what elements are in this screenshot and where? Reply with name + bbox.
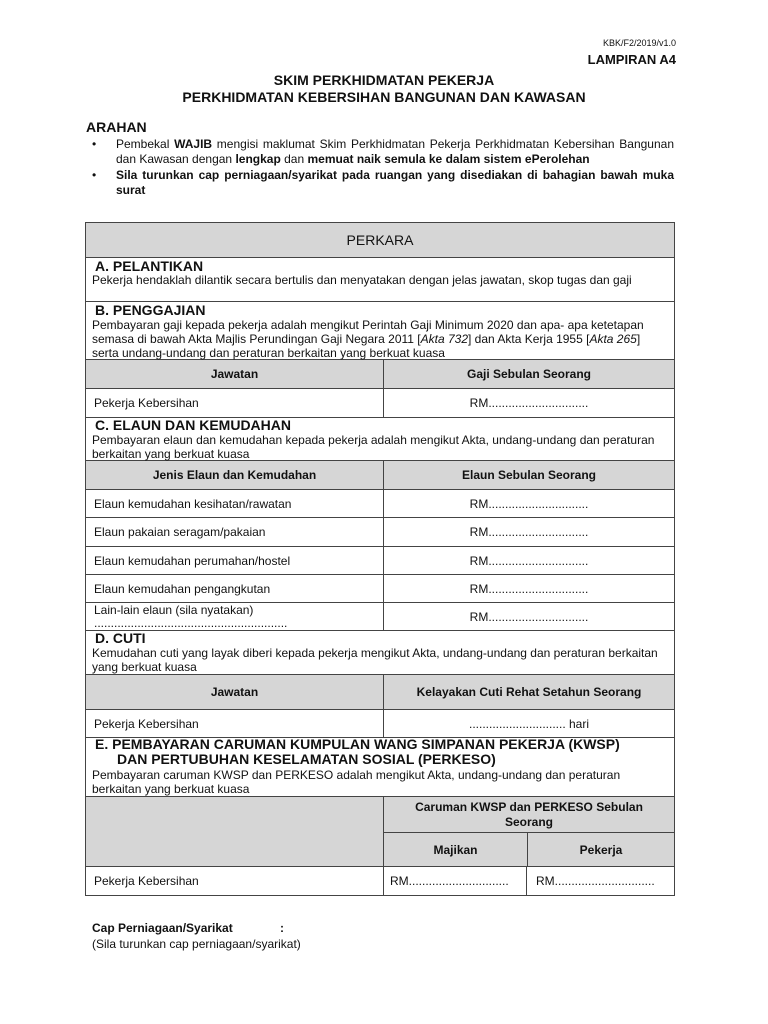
jenis-elaun-header: Jenis Elaun dan Kemudahan <box>86 461 384 489</box>
elaun-sebulan-header: Elaun Sebulan Seorang <box>461 468 597 482</box>
arahan-heading: ARAHAN <box>86 119 147 135</box>
jawatan-cell: Pekerja Kebersihan <box>86 389 384 417</box>
instruction-item <box>92 168 674 198</box>
section-d-heading: D. CUTI <box>95 630 146 646</box>
akta-732: Akta 732 <box>420 332 469 346</box>
section-b-text-part: Pembayaran gaji kepada pekerja adalah mengikut Perintah Gaji Minimum 2020 dan apa- apa ketetapan semasa di bawah Akta Majlis Perundingan Gaji Negara 2011 [ <box>92 318 644 346</box>
instruction-item <box>92 137 674 167</box>
table-row <box>86 710 674 738</box>
cuti-header-row <box>86 675 674 710</box>
elaun-input[interactable]: RM.............................. <box>469 525 589 539</box>
section-e <box>86 738 674 797</box>
elaun-input[interactable]: RM.............................. <box>469 496 589 511</box>
stamp-instruction: Sila turunkan cap perniagaan/syarikat pada ruangan yang disediakan di bahagian bawah muka surat <box>116 168 674 197</box>
section-a <box>86 258 674 302</box>
lain-lain-cell <box>86 603 384 630</box>
section-e-heading-line: DAN PERTUBUHAN KESELAMATAN SOSIAL (PERKESO) <box>117 751 496 767</box>
instruction-text: dan <box>280 152 308 166</box>
table-row <box>86 603 674 631</box>
pekerja-input[interactable]: RM.............................. <box>536 874 655 888</box>
perkara-header: PERKARA <box>86 223 674 258</box>
caruman-header: Caruman KWSP dan PERKESO Sebulan Seorang <box>384 797 674 833</box>
lampiran-label: LAMPIRAN A4 <box>587 52 676 67</box>
table-row <box>86 575 674 603</box>
elaun-input[interactable]: RM.............................. <box>469 553 589 568</box>
caruman-header-block <box>86 797 674 867</box>
lengkap-emphasis: lengkap <box>235 152 281 166</box>
jawatan-header: Jawatan <box>86 675 384 709</box>
section-e-text: Pembayaran caruman KWSP dan PERKESO adalah mengikut Akta, undang-undang dan peraturan berkaitan yang berkuat kuasa <box>92 768 621 796</box>
page-title: SKIM PERKHIDMATAN PEKERJA <box>273 72 495 88</box>
majikan-header: Majikan <box>384 833 528 867</box>
kelayakan-cuti-header: Kelayakan Cuti Rehat Setahun Seorang <box>416 685 642 699</box>
caruman-blank-cell <box>86 797 384 866</box>
cap-colon: : <box>280 921 284 935</box>
cap-label: Cap Perniagaan/Syarikat <box>92 921 233 935</box>
section-a-text: Pekerja hendaklah dilantik secara bertulis dan menyatakan dengan jelas jawatan, skop tugas dan gaji <box>92 273 632 287</box>
section-e-heading <box>95 737 620 767</box>
gaji-input[interactable]: RM.............................. <box>469 396 589 410</box>
section-b-text-part: ] serta undang-undang dan peraturan berkaitan yang berkuat kuasa <box>92 332 641 360</box>
section-c <box>86 418 674 461</box>
elaun-label: Elaun kemudahan pengangkutan <box>86 575 384 602</box>
section-e-heading-line: E. PEMBAYARAN CARUMAN KUMPULAN WANG SIMPANAN PEKERJA (KWSP) <box>95 736 620 752</box>
cap-note: (Sila turunkan cap perniagaan/syarikat) <box>92 937 301 951</box>
instruction-text: mengisi maklumat Skim Perkhidmatan Pekerja Perkhidmatan Kebersihan Bangunan dan Kawasan dengan <box>116 137 674 166</box>
wajib-emphasis: WAJIB <box>174 137 213 151</box>
table-row <box>86 547 674 575</box>
pekerja-header: Pekerja <box>579 843 623 857</box>
gaji-header-row <box>86 360 674 389</box>
perkara-table <box>85 222 675 896</box>
caruman-header-cell <box>384 797 674 866</box>
lain-lain-label: Lain-lain elaun (sila nyatakan) <box>94 603 254 617</box>
instruction-text: Pembekal <box>116 137 175 151</box>
section-a-heading: A. PELANTIKAN <box>95 258 204 274</box>
section-b <box>86 302 674 360</box>
section-d-text: Kemudahan cuti yang layak diberi kepada pekerja mengikut Akta, undang-undang dan peraturan berkaitan yang berkuat kuasa <box>92 646 658 674</box>
elaun-label: Elaun kemudahan perumahan/hostel <box>86 547 384 574</box>
section-d <box>86 631 674 675</box>
elaun-label: Elaun pakaian seragam/pakaian <box>86 518 384 546</box>
caruman-values <box>384 867 674 895</box>
upload-emphasis: memuat naik semula ke dalam sistem ePerolehan <box>307 152 590 166</box>
instruction-list <box>92 137 674 199</box>
section-c-heading: C. ELAUN DAN KEMUDAHAN <box>95 417 291 433</box>
elaun-header-row <box>86 461 674 490</box>
document-code: KBK/F2/2019/v1.0 <box>602 38 676 48</box>
jawatan-cell: Pekerja Kebersihan <box>86 710 384 737</box>
table-row <box>86 490 674 518</box>
akta-265: Akta 265 <box>589 332 637 346</box>
section-b-heading: B. PENGGAJIAN <box>95 302 206 318</box>
elaun-input[interactable]: RM.............................. <box>469 581 589 596</box>
page-subtitle: PERKHIDMATAN KEBERSIHAN BANGUNAN DAN KAWASAN <box>182 89 586 105</box>
gaji-header: Gaji Sebulan Seorang <box>466 367 592 381</box>
table-row <box>86 867 674 895</box>
elaun-input[interactable]: RM.............................. <box>469 609 589 624</box>
section-c-text: Pembayaran elaun dan kemudahan kepada pekerja adalah mengikut Akta, undang-undang dan peraturan berkaitan yang berkuat kuasa <box>92 433 655 461</box>
lain-lain-dots[interactable]: .......................................................... <box>94 616 288 630</box>
table-row <box>86 389 674 418</box>
table-row <box>86 518 674 547</box>
jawatan-cell: Pekerja Kebersihan <box>86 867 384 895</box>
section-b-text-part: ] dan Akta Kerja 1955 [ <box>468 332 590 346</box>
cuti-input[interactable]: ............................. hari <box>468 716 590 731</box>
majikan-input[interactable]: RM.............................. <box>384 867 527 895</box>
section-b-text <box>92 318 666 360</box>
jawatan-header: Jawatan <box>86 360 384 388</box>
elaun-label: Elaun kemudahan kesihatan/rawatan <box>86 490 384 517</box>
